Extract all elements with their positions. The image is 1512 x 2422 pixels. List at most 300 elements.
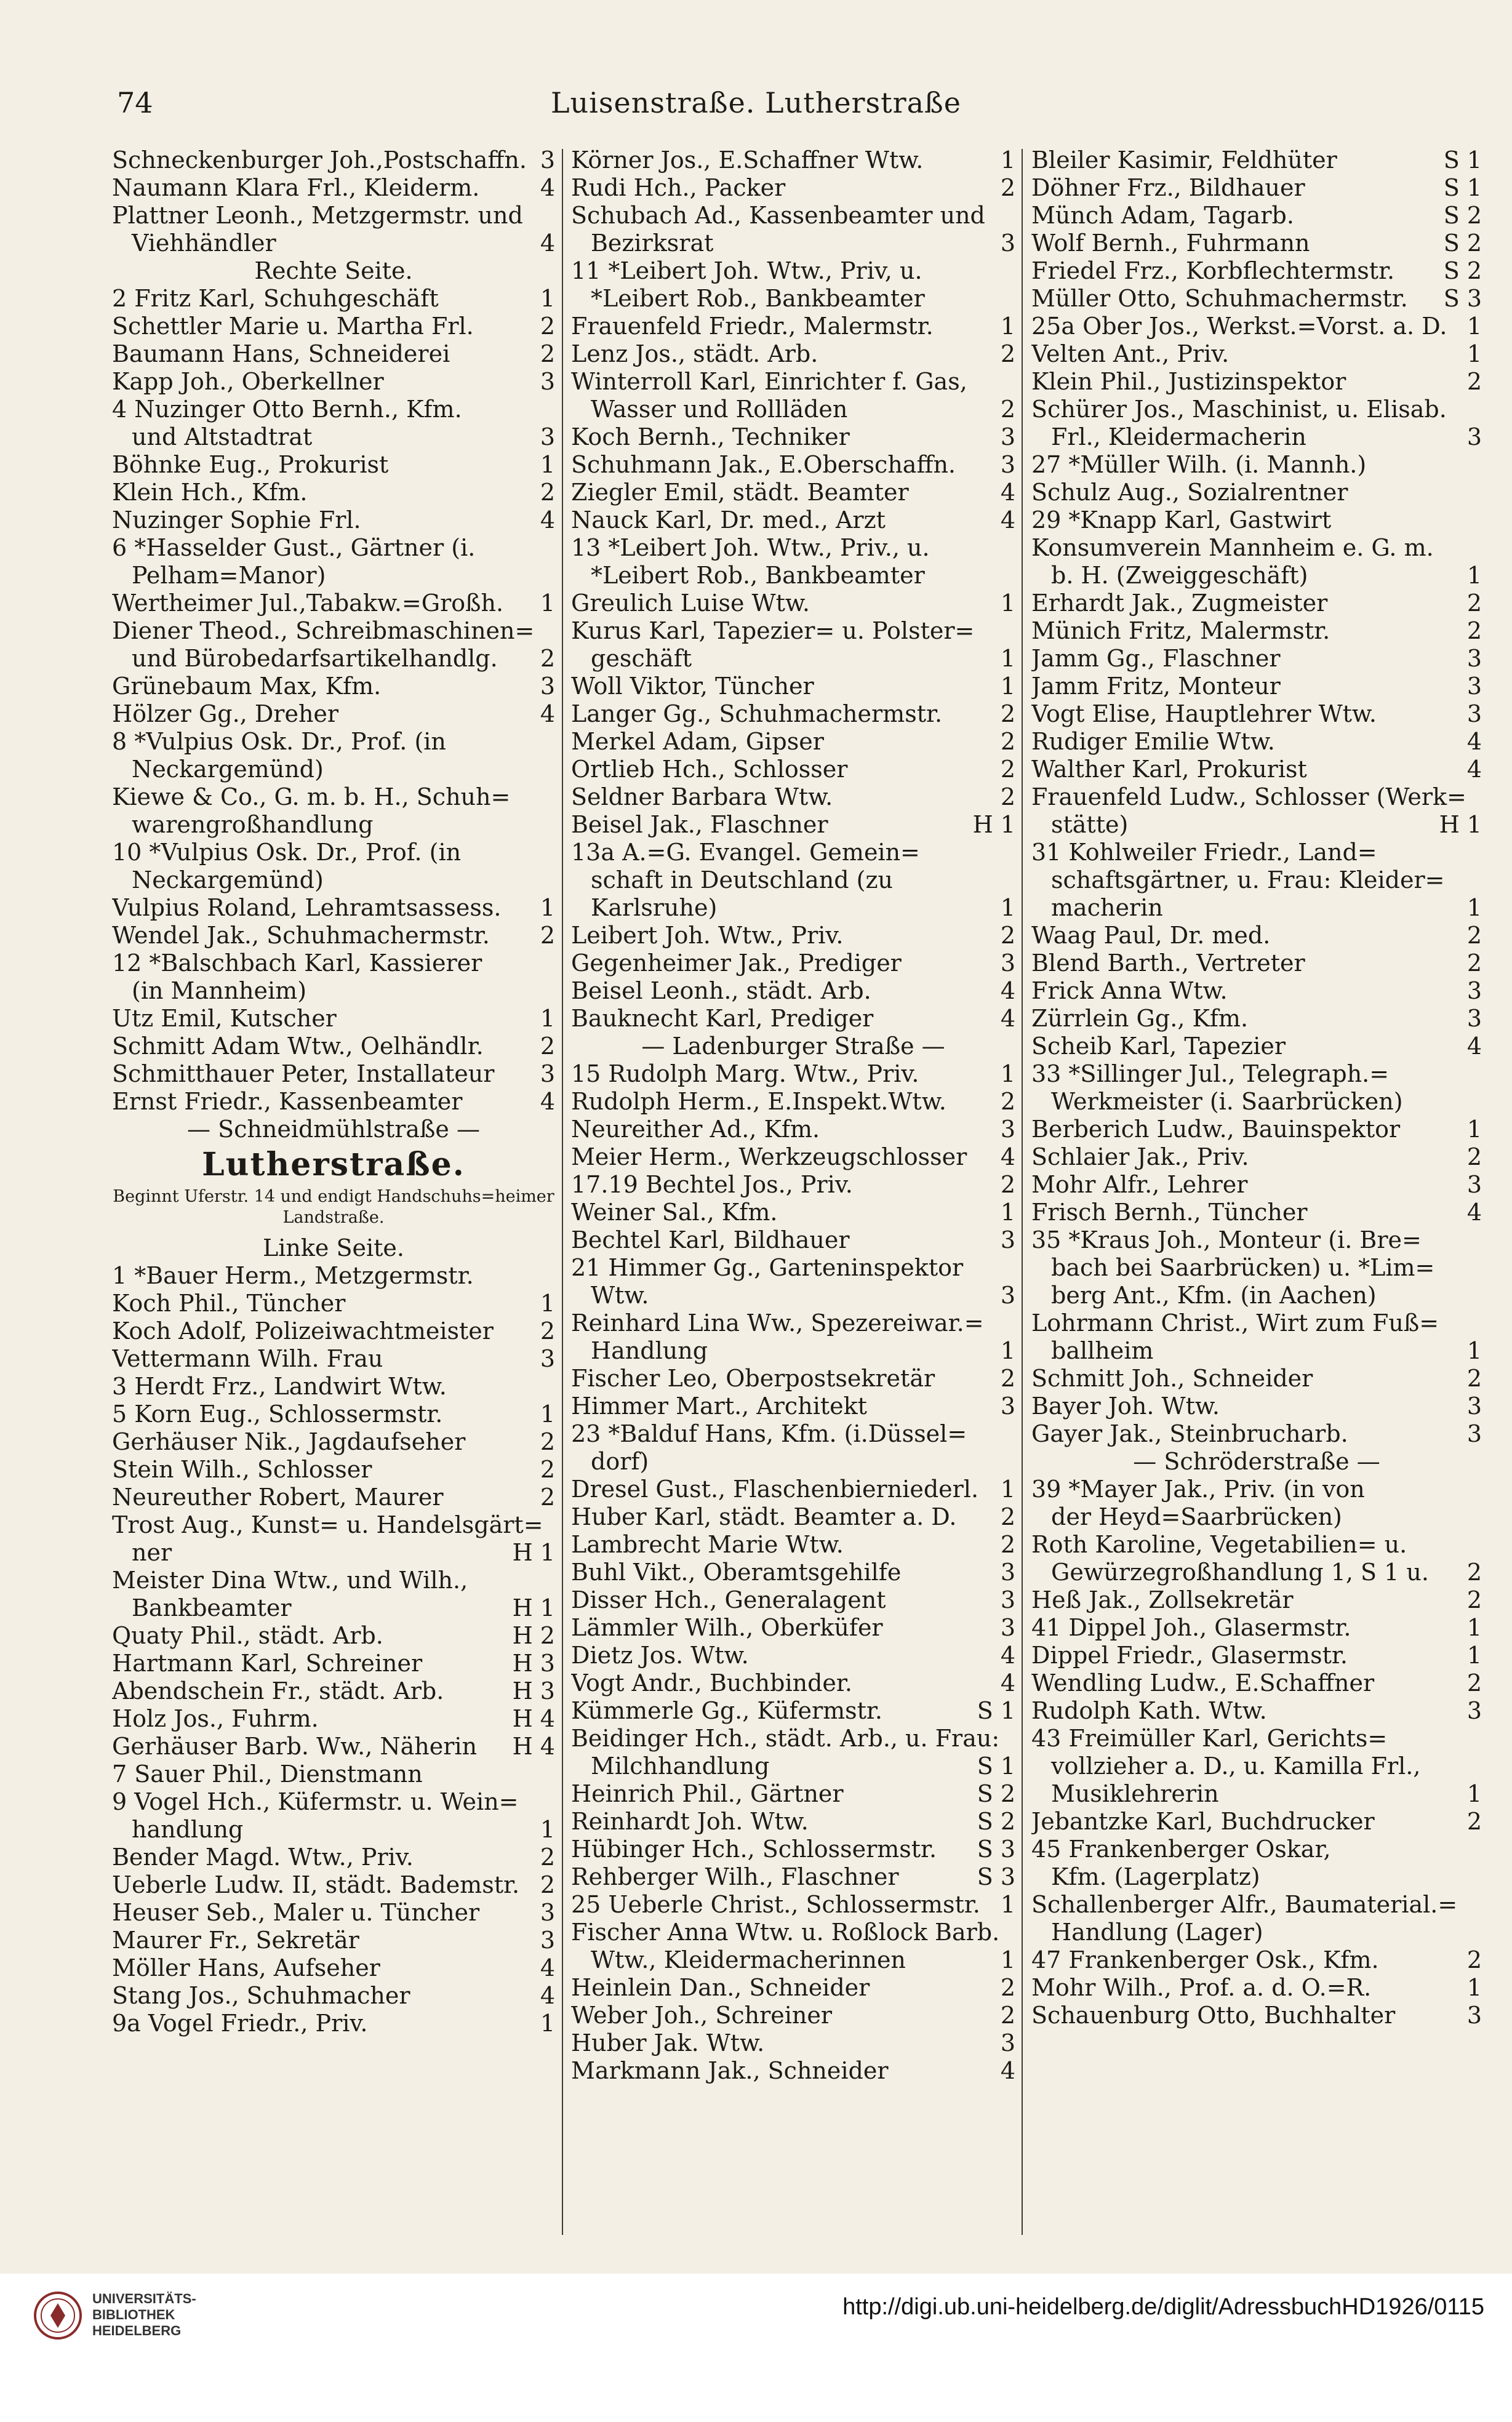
directory-entry [571, 423, 1015, 451]
directory-entry [571, 1005, 1015, 1033]
directory-entry [1031, 866, 1482, 894]
entry-text: Ueberle Ludw. II, städt. Bademstr. [112, 1871, 520, 1898]
directory-entry [112, 1567, 555, 1594]
floor-number: 2 [540, 1484, 555, 1511]
directory-entry [571, 1559, 1015, 1586]
entry-text: ballheim [1051, 1337, 1154, 1364]
entry-text: Bankbeamter [132, 1594, 292, 1621]
entry-text: Neureither Ad., Kfm. [571, 1116, 820, 1143]
entry-text: Erhardt Jak., Zugmeister [1031, 590, 1328, 617]
entry-text: Mohr Alfr., Lehrer [1031, 1171, 1248, 1198]
entry-text: Roth Karoline, Vegetabilien= u. [1031, 1531, 1407, 1558]
floor-number: 4 [540, 174, 555, 201]
floor-number: 3 [1000, 1614, 1015, 1641]
floor-number: 3 [1000, 423, 1015, 450]
entry-text: Lämmler Wilh., Oberküfer [571, 1614, 883, 1641]
floor-number: 3 [1466, 673, 1482, 700]
floor-number: 2 [540, 1033, 555, 1060]
entry-text: Kiewe & Co., G. m. b. H., Schuh= [112, 783, 511, 810]
entry-text: dorf) [591, 1448, 649, 1475]
directory-entry [112, 1816, 555, 1844]
directory-entry [571, 866, 1015, 894]
directory-entry [112, 756, 555, 783]
floor-number: 3 [1466, 2002, 1482, 2029]
entry-text: *Leibert Rob., Bankbeamter [591, 285, 925, 312]
directory-entry [571, 949, 1015, 977]
entry-text: Wtw. [591, 1282, 649, 1309]
entry-text: 5 Korn Eug., Schlossermstr. [112, 1401, 443, 1428]
floor-number: 3 [1000, 230, 1015, 257]
entry-text: Heß Jak., Zollsekretär [1031, 1586, 1294, 1613]
floor-number: H 4 [512, 1733, 555, 1760]
entry-text: Wasser und Rollläden [591, 396, 848, 423]
entry-text: Disser Hch., Generalagent [571, 1586, 886, 1613]
directory-entry [571, 2057, 1015, 2085]
directory-entry [571, 783, 1015, 811]
directory-entry [112, 1982, 555, 2010]
floor-number: 2 [1466, 368, 1482, 395]
entry-text: 25a Ober Jos., Werkst.=Vorst. a. D. [1031, 313, 1447, 340]
directory-entry [112, 534, 555, 562]
directory-entry [571, 340, 1015, 368]
directory-entry [112, 396, 555, 423]
directory-entry [571, 1420, 1015, 1448]
directory-entry [1031, 617, 1482, 645]
floor-number: S 3 [1443, 285, 1482, 312]
directory-entry [112, 340, 555, 368]
directory-entry [112, 423, 555, 451]
entry-text: Milchhandlung [591, 1753, 770, 1780]
floor-number: 2 [1466, 949, 1482, 977]
directory-entry [571, 1808, 1015, 1836]
entry-text: 13a A.=G. Evangel. Gemein= [571, 839, 920, 866]
directory-entry [571, 922, 1015, 949]
directory-entry [1031, 1337, 1482, 1365]
entry-text: Kurus Karl, Tapezier= u. Polster= [571, 617, 975, 644]
entry-text: Mohr Wilh., Prof. a. d. O.=R. [1031, 1974, 1372, 2001]
page-number: 74 [117, 86, 153, 119]
directory-entry [112, 1290, 555, 1317]
directory-entry [112, 1060, 555, 1088]
directory-entry [1031, 1863, 1482, 1891]
floor-number: H 3 [512, 1650, 555, 1677]
directory-entry [1031, 1309, 1482, 1337]
directory-entry [112, 1788, 555, 1816]
directory-entry [1031, 1365, 1482, 1393]
directory-entry [1031, 562, 1482, 590]
directory-entry [112, 1927, 555, 1954]
entry-text: Schauenburg Otto, Buchhalter [1031, 2002, 1396, 2029]
entry-text: Beisel Leonh., städt. Arb. [571, 977, 871, 1004]
entry-text: Woll Viktor, Tüncher [571, 673, 814, 700]
directory-entry [1031, 811, 1482, 839]
floor-number: 2 [540, 922, 555, 949]
floor-number: S 1 [1443, 174, 1482, 201]
entry-text: Grünebaum Max, Kfm. [112, 673, 382, 700]
directory-entry [1031, 1531, 1482, 1559]
directory-entry [1031, 1393, 1482, 1420]
floor-number: 3 [1466, 1005, 1482, 1032]
directory-entry [1031, 174, 1482, 202]
entry-text: Rechte Seite. [254, 257, 413, 284]
entry-text: Döhner Frz., Bildhauer [1031, 174, 1305, 201]
directory-entry [112, 839, 555, 866]
directory-entry [112, 174, 555, 202]
floor-number: 4 [1466, 1199, 1482, 1226]
entry-text: Heinrich Phil., Gärtner [571, 1780, 844, 1807]
entry-text: Baumann Hans, Schneiderei [112, 340, 450, 367]
floor-number: 4 [1000, 506, 1015, 534]
directory-entry [571, 1365, 1015, 1393]
entry-text: Bender Magd. Wtw., Priv. [112, 1844, 414, 1871]
entry-text: Gayer Jak., Steinbrucharb. [1031, 1420, 1348, 1447]
directory-entry [1031, 1282, 1482, 1309]
directory-entry [112, 728, 555, 756]
entry-text: Bayer Joh. Wtw. [1031, 1393, 1220, 1420]
floor-number: 4 [1000, 1143, 1015, 1170]
entry-text: 1 *Bauer Herm., Metzgermstr. [112, 1262, 474, 1289]
directory-entry [1031, 1753, 1482, 1780]
directory-entry [112, 1650, 555, 1677]
floor-number: 2 [1000, 1531, 1015, 1558]
entry-text: Rudi Hch., Packer [571, 174, 786, 201]
entry-text: Körner Jos., E.Schaffner Wtw. [571, 146, 924, 174]
directory-entry [112, 202, 555, 230]
floor-number: 3 [540, 1060, 555, 1087]
page-header [0, 86, 1512, 135]
directory-entry [571, 728, 1015, 756]
column-right [1031, 146, 1482, 2029]
entry-text: 9a Vogel Friedr., Priv. [112, 2010, 368, 2037]
floor-number: S 2 [977, 1808, 1015, 1835]
entry-text: Schulz Aug., Sozialrentner [1031, 479, 1348, 506]
entry-text: Münich Fritz, Malermstr. [1031, 617, 1330, 644]
directory-entry [112, 1899, 555, 1927]
floor-number: 1 [1000, 1946, 1015, 1973]
directory-entry [1031, 146, 1482, 174]
floor-number: 3 [540, 1345, 555, 1372]
entry-text: Handlung (Lager) [1051, 1919, 1263, 1946]
entry-text: Maurer Fr., Sekretär [112, 1927, 359, 1954]
entry-text: Werkmeister (i. Saarbrücken) [1051, 1088, 1403, 1115]
entry-text: Winterroll Karl, Einrichter f. Gas, [571, 368, 967, 395]
directory-entry [1031, 1420, 1482, 1448]
floor-number: 1 [1466, 1780, 1482, 1807]
directory-entry [571, 230, 1015, 257]
directory-entry [571, 1891, 1015, 1919]
entry-text: 12 *Balschbach Karl, Kassierer [112, 949, 482, 977]
directory-entry [112, 700, 555, 728]
directory-entry [112, 1761, 555, 1788]
floor-number: 1 [540, 1290, 555, 1317]
directory-entry [1031, 839, 1482, 866]
floor-number: 3 [540, 368, 555, 395]
footer [0, 2274, 1512, 2422]
directory-entry [112, 506, 555, 534]
entry-text: 31 Kohlweiler Friedr., Land= [1031, 839, 1377, 866]
directory-entry [112, 617, 555, 645]
entry-text: Wtw., Kleidermacherinnen [591, 1946, 906, 1973]
entry-text: Zürrlein Gg., Kfm. [1031, 1005, 1249, 1032]
directory-entry [112, 1373, 555, 1401]
entry-text: Handlung [591, 1337, 708, 1364]
directory-entry [1031, 1642, 1482, 1669]
floor-number: 2 [1000, 396, 1015, 423]
floor-number: 4 [1466, 728, 1482, 755]
section-note-block [112, 1186, 555, 1234]
floor-number: 3 [1466, 1697, 1482, 1724]
directory-entry [571, 590, 1015, 617]
entry-text: Meister Dina Wtw., und Wilh., [112, 1567, 468, 1594]
directory-entry [1031, 645, 1482, 673]
directory-entry [571, 313, 1015, 340]
entry-text: 2 Fritz Karl, Schuhgeschäft [112, 285, 439, 312]
floor-number: 3 [1466, 1171, 1482, 1198]
floor-number: 2 [1000, 728, 1015, 755]
entry-text: warengroßhandlung [132, 811, 374, 838]
floor-number: 1 [1466, 340, 1482, 367]
directory-entry [112, 1484, 555, 1511]
entry-text: Klein Phil., Justizinspektor [1031, 368, 1346, 395]
directory-entry [112, 1005, 555, 1033]
entry-text: Langer Gg., Schuhmachermstr. [571, 700, 943, 727]
directory-entry [571, 202, 1015, 230]
floor-number: H 2 [512, 1622, 555, 1649]
directory-entry [571, 146, 1015, 174]
entry-text: Plattner Leonh., Metzgermstr. und [112, 202, 523, 229]
floor-number: H 1 [1439, 811, 1482, 838]
directory-entry [112, 645, 555, 673]
directory-entry [1031, 423, 1482, 451]
source-url-link[interactable]: http://digi.ub.uni-heidelberg.de/diglit/AdressbuchHD1926/0115 [842, 2294, 1484, 2320]
entry-text: Schneckenburger Joh.,Postschaffn. [112, 146, 527, 174]
entry-text: 41 Dippel Joh., Glasermstr. [1031, 1614, 1351, 1641]
entry-text: Heinlein Dan., Schneider [571, 1974, 870, 2001]
entry-text: Schmitt Joh., Schneider [1031, 1365, 1313, 1392]
entry-text: 10 *Vulpius Osk. Dr., Prof. (in [112, 839, 462, 866]
entry-text: schaftsgärtner, u. Frau: Kleider= [1051, 866, 1445, 893]
floor-number: 2 [1000, 340, 1015, 367]
directory-entry [1031, 1780, 1482, 1808]
directory-entry [112, 285, 555, 313]
section-label [112, 1116, 555, 1143]
entry-text: Konsumverein Mannheim e. G. m. [1031, 534, 1434, 561]
floor-number: 2 [540, 313, 555, 340]
entry-text: Vogt Andr., Buchbinder. [571, 1669, 852, 1697]
directory-entry [571, 1614, 1015, 1642]
floor-number: 2 [1466, 1669, 1482, 1697]
entry-text: Heuser Seb., Maler u. Tüncher [112, 1899, 480, 1926]
floor-number: 1 [1466, 894, 1482, 921]
floor-number: 2 [540, 340, 555, 367]
floor-number: 1 [540, 1005, 555, 1032]
section-label [1031, 1448, 1482, 1476]
directory-entry [1031, 1725, 1482, 1753]
directory-entry [571, 1946, 1015, 1974]
column-left [112, 146, 555, 2037]
floor-number: 2 [1000, 1365, 1015, 1392]
entry-text: Schubach Ad., Kassenbeamter und [571, 202, 985, 229]
entry-text: Nauck Karl, Dr. med., Arzt [571, 506, 886, 534]
directory-entry [1031, 285, 1482, 313]
entry-text: Klein Hch., Kfm. [112, 479, 308, 506]
directory-entry [112, 1262, 555, 1290]
directory-entry [112, 1456, 555, 1484]
directory-entry [571, 1448, 1015, 1476]
entry-text: Schmitt Adam Wtw., Oelhändlr. [112, 1033, 484, 1060]
entry-text: Greulich Luise Wtw. [571, 590, 810, 617]
floor-number: 1 [540, 1816, 555, 1843]
entry-text: Reinhardt Joh. Wtw. [571, 1808, 809, 1835]
directory-entry [1031, 783, 1482, 811]
floor-number: 3 [1000, 1393, 1015, 1420]
directory-entry [571, 1393, 1015, 1420]
directory-entry [1031, 1476, 1482, 1503]
entry-text: Waag Paul, Dr. med. [1031, 922, 1271, 949]
floor-number: 1 [1000, 146, 1015, 174]
entry-text: Velten Ant., Priv. [1031, 340, 1230, 367]
directory-entry [571, 562, 1015, 590]
floor-number: 1 [540, 590, 555, 617]
entry-text: Musiklehrerin [1051, 1780, 1219, 1807]
floor-number: 3 [1466, 1393, 1482, 1420]
floor-number: H 1 [972, 811, 1015, 838]
directory-entry [571, 1780, 1015, 1808]
library-name-line: BIBLIOTHEK [92, 2307, 175, 2322]
directory-entry [571, 617, 1015, 645]
entry-text: Gerhäuser Barb. Ww., Näherin [112, 1733, 478, 1760]
entry-text: Frl., Kleidermacherin [1051, 423, 1306, 450]
entry-text: 35 *Kraus Joh., Monteur (i. Bre= [1031, 1226, 1422, 1253]
entry-text: 9 Vogel Hch., Küfermstr. u. Wein= [112, 1788, 519, 1815]
directory-entry [1031, 1033, 1482, 1060]
floor-number: 2 [1466, 922, 1482, 949]
floor-number: 4 [1000, 2057, 1015, 2084]
directory-entry [112, 1677, 555, 1705]
entry-text: Münch Adam, Tagarb. [1031, 202, 1294, 229]
directory-entry [1031, 1946, 1482, 1974]
entry-text: Schmitthauer Peter, Installateur [112, 1060, 495, 1087]
directory-entry [1031, 700, 1482, 728]
directory-entry [1031, 728, 1482, 756]
directory-entry [571, 2029, 1015, 2057]
floor-number: 3 [540, 1899, 555, 1926]
floor-number: 1 [1000, 645, 1015, 672]
floor-number: 1 [1000, 673, 1015, 700]
directory-entry [112, 673, 555, 700]
floor-number: 1 [1466, 562, 1482, 589]
directory-entry [1031, 1171, 1482, 1199]
directory-entry [112, 479, 555, 506]
floor-number: 2 [1466, 1143, 1482, 1170]
directory-entry [1031, 1669, 1482, 1697]
entry-text: 11 *Leibert Joh. Wtw., Priv, u. [571, 257, 922, 284]
floor-number: 1 [1000, 1337, 1015, 1364]
floor-number: 1 [540, 451, 555, 478]
floor-number: 1 [1000, 1199, 1015, 1226]
entry-text: Neckargemünd) [132, 756, 324, 783]
directory-entry [571, 1282, 1015, 1309]
directory-entry [112, 146, 555, 174]
entry-text: Dresel Gust., Flaschenbierniederl. [571, 1476, 979, 1503]
entry-text: Weber Joh., Schreiner [571, 2002, 833, 2029]
directory-entry [571, 1725, 1015, 1753]
directory-entry [112, 949, 555, 977]
floor-number: 2 [540, 1456, 555, 1483]
floor-number: 4 [540, 1982, 555, 2009]
directory-entry [112, 811, 555, 839]
directory-entry [1031, 313, 1482, 340]
entry-text: Vogt Elise, Hauptlehrer Wtw. [1031, 700, 1377, 727]
directory-entry [112, 2010, 555, 2037]
entry-text: Pelham=Manor) [132, 562, 326, 589]
directory-entry [112, 1622, 555, 1650]
entry-text: Ernst Friedr., Kassenbeamter [112, 1088, 463, 1115]
directory-entry [112, 368, 555, 396]
entry-text: 45 Frankenberger Oskar, [1031, 1836, 1331, 1863]
entry-text: Schuhmann Jak., E.Oberschaffn. [571, 451, 956, 478]
floor-number: 4 [1000, 977, 1015, 1004]
entry-text: Frauenfeld Friedr., Malermstr. [571, 313, 934, 340]
floor-number: S 2 [1443, 257, 1482, 284]
directory-entry [112, 922, 555, 949]
floor-number: 1 [1000, 894, 1015, 921]
floor-number: 4 [1466, 756, 1482, 783]
entry-text: Rehberger Wilh., Flaschner [571, 1863, 899, 1890]
floor-number: 1 [540, 1401, 555, 1428]
directory-entry [112, 562, 555, 590]
floor-number: 2 [1000, 783, 1015, 810]
directory-entry [571, 1060, 1015, 1088]
floor-number: 4 [1000, 1669, 1015, 1697]
entry-text: Wendling Ludw., E.Schaffner [1031, 1669, 1375, 1697]
directory-entry [1031, 1586, 1482, 1614]
entry-text: 6 *Hasselder Gust., Gärtner (i. [112, 534, 476, 561]
directory-entry [571, 1171, 1015, 1199]
entry-text: Koch Adolf, Polizeiwachtmeister [112, 1317, 494, 1345]
directory-entry [571, 1863, 1015, 1891]
directory-entry [571, 1254, 1015, 1282]
floor-number: 4 [540, 230, 555, 257]
entry-text: Abendschein Fr., städt. Arb. [112, 1677, 444, 1705]
directory-entry [112, 1594, 555, 1622]
floor-number: 2 [1000, 1171, 1015, 1198]
directory-entry [112, 451, 555, 479]
floor-number: 2 [1000, 756, 1015, 783]
directory-entry [571, 1919, 1015, 1946]
entry-text: Hübinger Hch., Schlossermstr. [571, 1836, 937, 1863]
library-name [92, 2291, 196, 2339]
directory-entry [1031, 1974, 1482, 2002]
entry-text: 27 *Müller Wilh. (i. Mannh.) [1031, 451, 1367, 478]
entry-text: Gewürzegroßhandlung 1, S 1 u. [1051, 1559, 1429, 1586]
entry-text: Kfm. (Lagerplatz) [1051, 1863, 1260, 1890]
directory-entry [1031, 506, 1482, 534]
directory-entry [571, 396, 1015, 423]
directory-entry [112, 1871, 555, 1899]
directory-entry [1031, 977, 1482, 1005]
entry-text: Kümmerle Gg., Küfermstr. [571, 1697, 883, 1724]
entry-text: Huber Karl, städt. Beamter a. D. [571, 1503, 957, 1530]
directory-entry [1031, 1060, 1482, 1088]
directory-entry [112, 1705, 555, 1733]
floor-number: 1 [1466, 1974, 1482, 2001]
directory-entry [571, 1586, 1015, 1614]
section-label [112, 257, 555, 285]
directory-entry [1031, 534, 1482, 562]
floor-number: H 1 [512, 1594, 555, 1621]
directory-entry [571, 285, 1015, 313]
